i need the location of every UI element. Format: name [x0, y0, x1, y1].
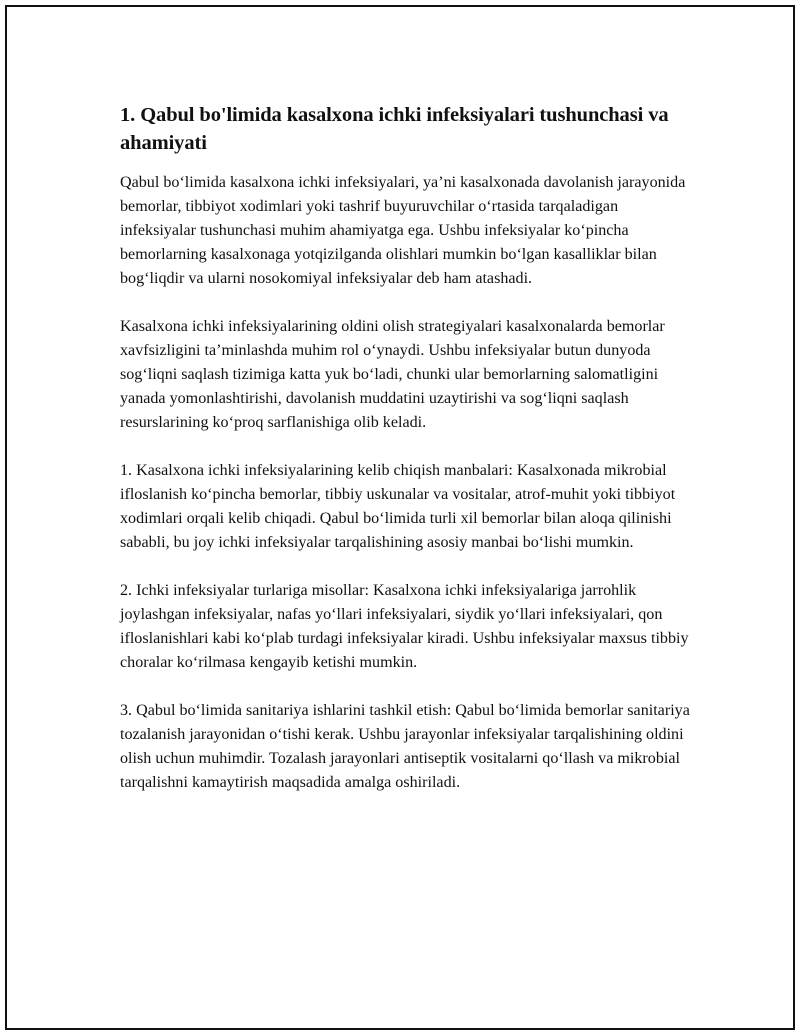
- document-body: [120, 101, 690, 819]
- section-heading: 1. Qabul bo'limida kasalxona ichki infeksiyalari tushunchasi va ahamiyati: [120, 104, 669, 154]
- paragraph-sources: 1. Kasalxona ichki infeksiyalarining kelib chiqish manbalari: Kasalxonada mikrobial ifloslanish ko‘pincha bemorlar, tibbiy uskunalar va vositalar, atrof-muhit yoki tibbiyot xodimlari orqali kelib chiqadi. Qabul bo‘limida turli xil bemorlar bilan aloqa qilinishi sababli, bu joy ichki infeksiyalar tarqalishining asosiy manbai bo‘lishi mumkin.: [120, 462, 676, 551]
- paragraph-types: 2. Ichki infeksiyalar turlariga misollar: Kasalxona ichki infeksiyalariga jarrohlik joylashgan infeksiyalar, nafas yo‘llari infeksiyalari, siydik yo‘llari infeksiyalari, qon ifloslanishlari kabi ko‘plab turdagi infeksiyalar kiradi. Ushbu infeksiyalar maxsus tibbiy choralar ko‘rilmasa kengayib ketishi mumkin.: [120, 582, 689, 671]
- paragraph-sanitation: 3. Qabul bo‘limida sanitariya ishlarini tashkil etish: Qabul bo‘limida bemorlar sanitariya tozalanish jarayonidan o‘tishi kerak. Ushbu jarayonlar infeksiyalar tarqalishining oldini olish uchun muhimdir. Tozalash jarayonlari antiseptik vositalarni qo‘llash va mikrobial tarqalishni kamaytirish maqsadida amalga oshiriladi.: [120, 702, 690, 791]
- paragraph-intro: Qabul bo‘limida kasalxona ichki infeksiyalari, ya’ni kasalxonada davolanish jarayonida bemorlar, tibbiyot xodimlari yoki tashrif buyuruvchilar o‘rtasida tarqaladigan infeksiyalar tushunchasi muhim ahamiyatga ega. Ushbu infeksiyalar ko‘pincha bemorlarning kasalxonaga yotqizilganda olishlari mumkin bo‘lgan kasalliklar bilan bog‘liqdir va ularni nosokomiyal infeksiyalar deb ham atashadi.: [120, 174, 686, 287]
- paragraph-prevention: Kasalxona ichki infeksiyalarining oldini olish strategiyalari kasalxonalarda bemorlar xavfsizligini ta’minlashda muhim rol o‘ynaydi. Ushbu infeksiyalar butun dunyoda sog‘liqni saqlash tizimiga katta yuk bo‘ladi, chunki ular bemorlarning salomatligini yanada yomonlashtirishi, davolanish muddatini uzaytirishi va sog‘liqni saqlash resurslarining ko‘proq sarflanishiga olib keladi.: [120, 318, 665, 431]
- page-frame: [5, 5, 795, 1030]
